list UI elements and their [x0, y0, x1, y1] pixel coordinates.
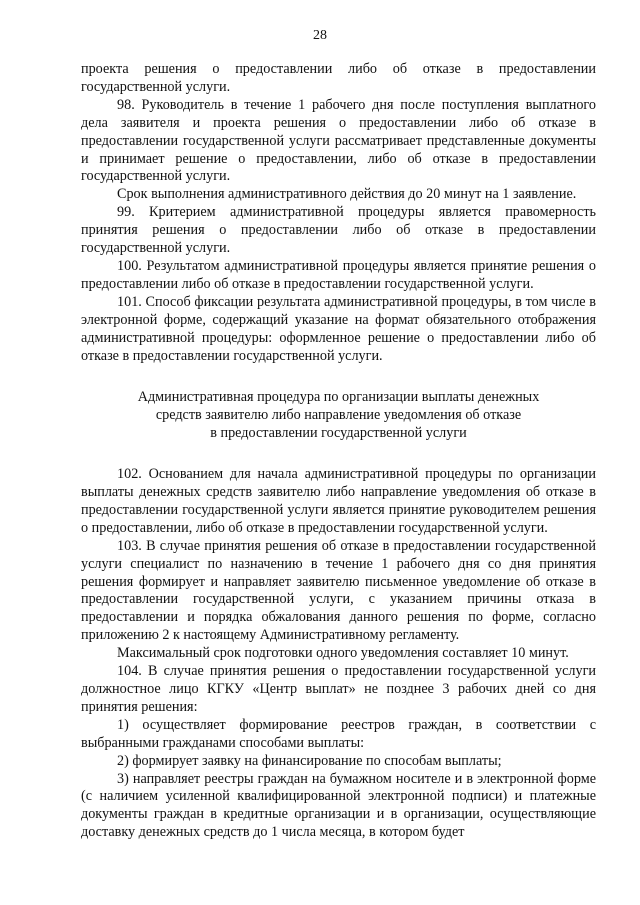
- section-heading-line-1: Административная процедура по организации выплаты денежных: [137, 389, 540, 406]
- page-number: 28: [313, 28, 327, 43]
- paragraph: 98. Руководитель в течение 1 рабочего дня после поступления выплатного дела заявителя и проекта решения о предоставлении либо об отказе в предоставлении государственной услуги рассматривает представленные документы и принимает решение о предоставлении, либо об отказе в предоставлении государственной услуги.: [81, 96, 596, 185]
- paragraph: 99. Критерием административной процедуры является правомерность принятия решения о предоставлении либо об отказе в предоставлении государственной услуги.: [81, 204, 596, 257]
- section-heading-line-2: средств заявителю либо направление уведомления об отказе: [155, 407, 522, 424]
- document-body: [81, 61, 596, 842]
- paragraph: 103. В случае принятия решения об отказе в предоставлении государственной услуги специалист по назначению в течение 1 рабочего дня со дня принятия решения формирует и направляет заявителю письменное уведомление об отказе в предоставлении государственной услуги, с указанием причины отказа в предоставлении и порядка обжалования данного решения по форме, согласно приложению 2 к настоящему Административному регламенту.: [81, 537, 596, 644]
- paragraph: проекта решения о предоставлении либо об отказе в предоставлении государственной услуги.: [81, 61, 596, 95]
- section-heading-line-3: в предоставлении государственной услуги: [210, 425, 467, 442]
- paragraph: 1) осуществляет формирование реестров граждан, в соответствии с выбранными гражданами способами выплаты:: [81, 716, 596, 751]
- paragraph: 3) направляет реестры граждан на бумажном носителе и в электронной форме (с наличием усиленной квалифицированной электронной подписи) и платежные документы граждан в кредитные организации и в организации, осуществляющие доставку денежных средств до 1 числа месяца, в котором будет: [81, 770, 596, 841]
- paragraph: 102. Основанием для начала административной процедуры по организации выплаты денежных средств заявителю либо направление уведомления об отказе в предоставлении государственной услуги является принятие руководителем решения о предоставлении, либо об отказе в предоставлении государственной услуги.: [81, 466, 596, 536]
- section-heading: [81, 389, 596, 443]
- paragraph: 104. В случае принятия решения о предоставлении государственной услуги должностное лицо КГКУ «Центр выплат» не позднее 3 рабочих дней со дня принятия решения:: [81, 663, 596, 715]
- paragraph: 2) формирует заявку на финансирование по способам выплаты;: [117, 752, 502, 769]
- paragraph: 101. Способ фиксации результата административной процедуры, в том числе в электронной форме, содержащий указание на формат обязательного отображения административной процедуры: оформленное решение о предоставлении либо об отказе в предоставлении государственной услуги.: [81, 293, 596, 364]
- paragraph: Максимальный срок подготовки одного уведомления составляет 10 минут.: [117, 645, 569, 662]
- paragraphs-after-heading: [81, 466, 596, 842]
- paragraph: Срок выполнения административного действия до 20 минут на 1 заявление.: [117, 186, 577, 203]
- paragraph: 100. Результатом административной процедуры является принятие решения о предоставлении либо об отказе в предоставлении государственной услуги.: [81, 257, 596, 292]
- paragraphs-before-heading: [81, 61, 596, 365]
